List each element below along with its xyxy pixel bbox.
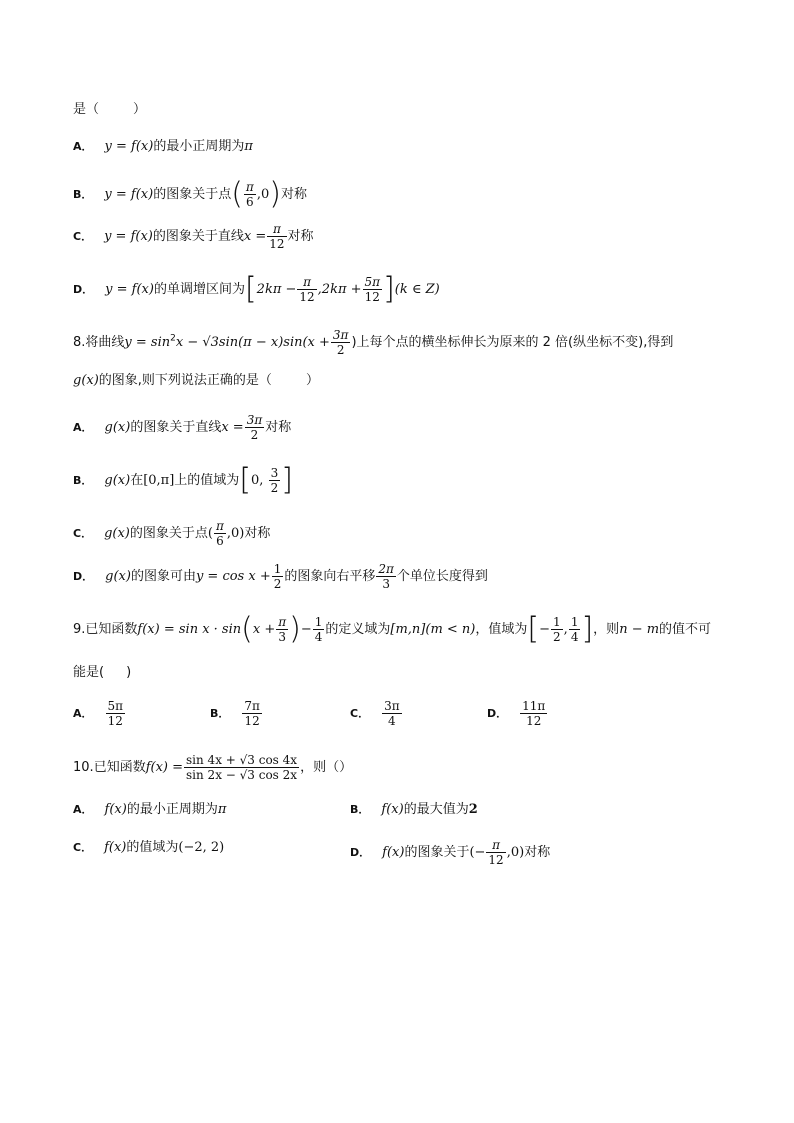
q9-stem: 9.已知函数f(x) = sin x · sin(x + $\frac{\pi}{3}$ )− $\frac{1}{4}$ 的定义域为[m,n](m < n)，值域为[− $\frac{1}{2}$ , $\frac{1}{4}$ ]，则n − m的值不可 — [73, 611, 712, 647]
q8-stem-line2: g(x)的图象,则下列说法正确的是（ ） — [73, 373, 319, 388]
q9-option-b: B． $\frac{7\pi}{12}$ — [210, 699, 260, 728]
q8-option-d: D． g(x)的图象可由y = cos x + $\frac{1}{2}$ 的图象向右平移 $\frac{2\pi}{3}$ 个单位长度得到 — [73, 562, 488, 591]
q10-stem: 10.已知函数f(x) = $\frac{\sin 4x + √3 \cos 4x}{\sin 2x - √3 \cos 2x}$ ，则（） — [73, 753, 353, 782]
q10-option-c: C． f(x)的值域为(−2, 2) — [73, 840, 225, 855]
q10-option-b: B． f(x)的最大值为2 — [350, 802, 478, 817]
q10-options-row2 — [73, 838, 673, 867]
q10-options-row1 — [73, 800, 673, 820]
q10-option-d: D． f(x)的图象关于(− $\frac{\pi}{12}$ ,0)对称 — [350, 838, 551, 867]
q8-stem: 8.将曲线$y = \sin^2x - √3\sin(\pi - x)\sin(x$ + $\frac{3\pi}{2}$ )上每个点的横坐标伸长为原来的 2 倍(纵坐标不变),得到 — [73, 328, 674, 357]
q8-option-a: A． g(x)的图象关于直线x = $\frac{3\pi}{2}$ 对称 — [73, 413, 292, 442]
q7-option-b: B． y = f(x)的图象关于点( $\frac{\pi}{6}$ ,0)对称 — [73, 176, 307, 212]
q9-option-d: D． $\frac{11\pi}{12}$ — [487, 699, 546, 728]
q9-option-c: C． $\frac{3\pi}{4}$ — [350, 699, 400, 728]
q10-option-a: A． f(x)的最小正周期为π — [73, 802, 227, 817]
q7-option-c: C． y = f(x)的图象关于直线x = $\frac{\pi}{12}$ 对称 — [73, 222, 314, 251]
q7-tail: 是（ ） — [73, 102, 147, 117]
q9-stem-line2: 能是( ) — [73, 665, 132, 680]
q7-option-a: A． y = f(x)的最小正周期为π — [73, 139, 253, 154]
q7-option-d: D． y = f(x)的单调增区间为[2kπ − $\frac{\pi}{12}$ ,2kπ + $\frac{5\pi}{12}$ ](k ∈ Z) — [73, 271, 440, 307]
q9-option-a: A． $\frac{5\pi}{12}$ — [73, 699, 124, 728]
q8-option-c: C． g(x)的图象关于点( $\frac{\pi}{6}$ ,0)对称 — [73, 519, 271, 548]
q8-option-b: B． g(x)在[0,π]上的值域为[0, $\frac{3}{2}$ ] — [73, 462, 293, 498]
